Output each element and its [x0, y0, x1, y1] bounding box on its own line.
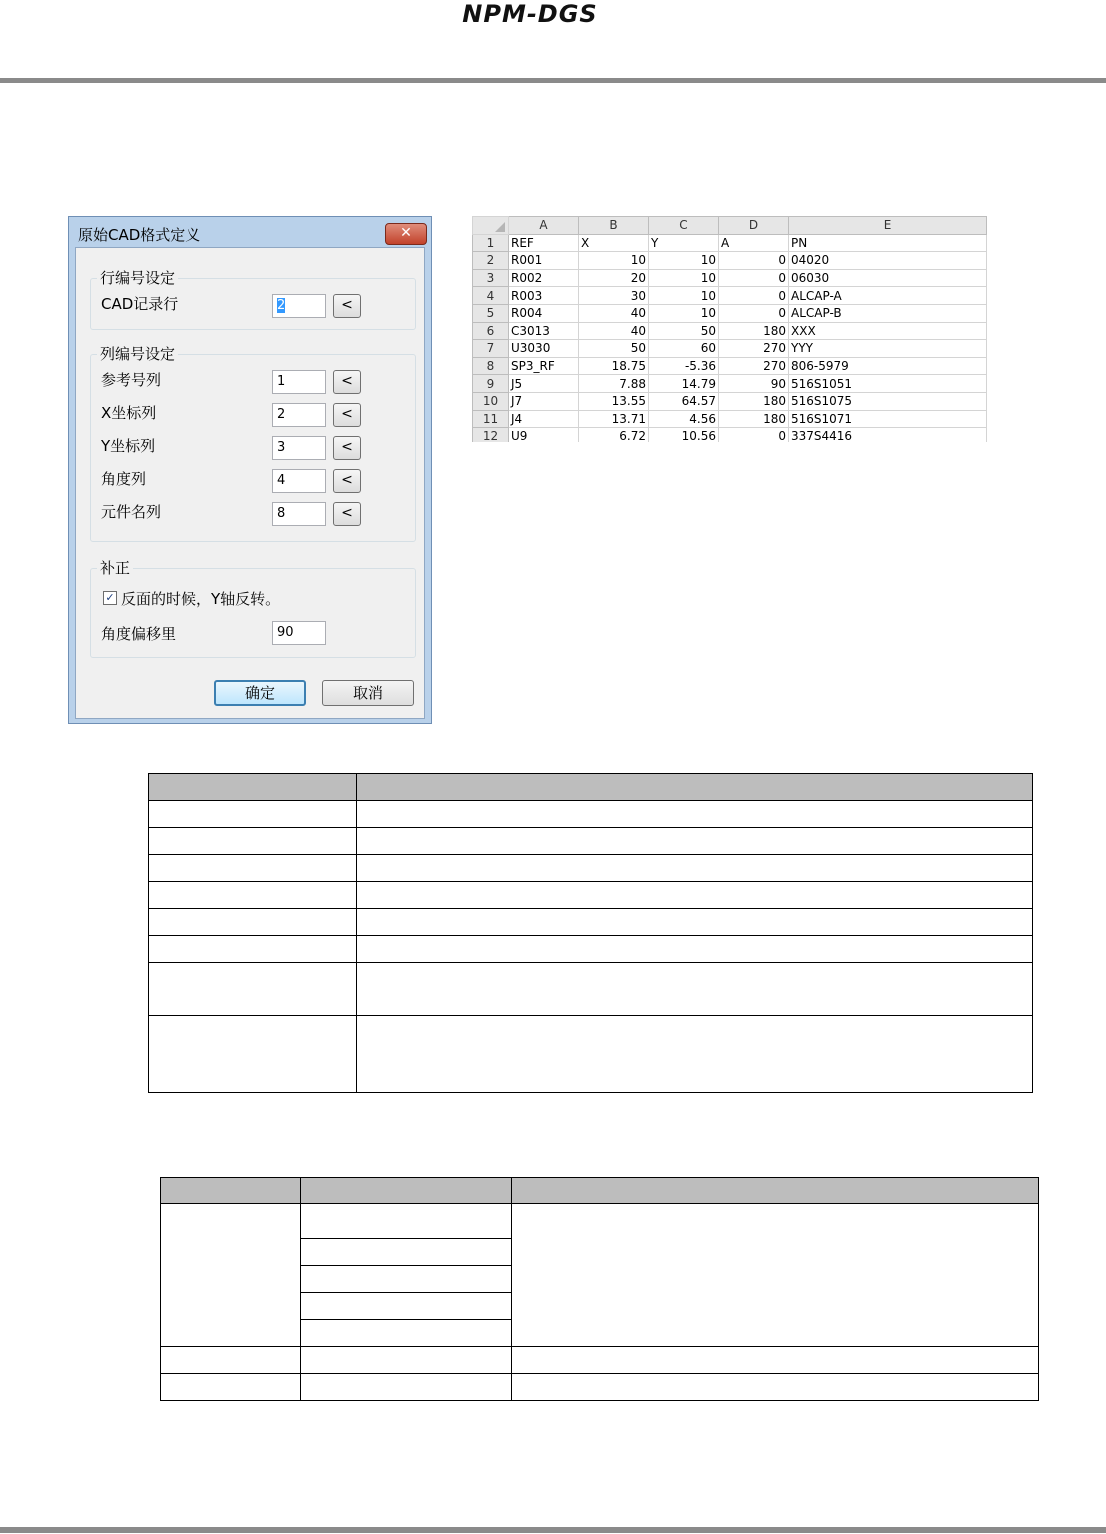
- spreadsheet-cell[interactable]: 270: [719, 357, 789, 375]
- row-header[interactable]: 8: [473, 357, 509, 375]
- spreadsheet-cell[interactable]: 18.75: [579, 357, 649, 375]
- spreadsheet-cell[interactable]: 6.72: [579, 428, 649, 442]
- spreadsheet-cell[interactable]: U9: [509, 428, 579, 442]
- spreadsheet-cell[interactable]: 0: [719, 304, 789, 322]
- spreadsheet-row: [473, 392, 987, 410]
- dialog-title: 原始CAD格式定义: [78, 226, 201, 244]
- row-header[interactable]: 7: [473, 340, 509, 358]
- spreadsheet-cell[interactable]: 13.55: [579, 392, 649, 410]
- table-row: [161, 1204, 1039, 1239]
- spreadsheet-cell[interactable]: 0: [719, 428, 789, 442]
- spreadsheet-row: [473, 375, 987, 393]
- angle-column-input[interactable]: 4: [272, 469, 326, 493]
- row-header[interactable]: 3: [473, 269, 509, 287]
- spreadsheet-row: [473, 252, 987, 270]
- spreadsheet-cell[interactable]: 04020: [789, 252, 987, 270]
- spreadsheet: [472, 216, 988, 442]
- part-name-column-input[interactable]: 8: [272, 502, 326, 526]
- spreadsheet-cell[interactable]: 10: [649, 304, 719, 322]
- table-row: [161, 1347, 1039, 1374]
- spreadsheet-cell[interactable]: J5: [509, 375, 579, 393]
- spreadsheet-cell[interactable]: 516S1051: [789, 375, 987, 393]
- part-name-column-pick-button[interactable]: <: [333, 502, 361, 526]
- row-header[interactable]: 10: [473, 392, 509, 410]
- table-header-row: [149, 774, 1033, 801]
- spreadsheet-cell[interactable]: 50: [579, 340, 649, 358]
- parameter-description-table: [148, 773, 1033, 1093]
- spreadsheet-cell[interactable]: Y: [649, 234, 719, 252]
- x-column-pick-button[interactable]: <: [333, 403, 361, 427]
- select-all-corner[interactable]: [473, 217, 509, 235]
- flip-y-checkbox-label: 反面的时候，Y轴反转。: [121, 590, 281, 608]
- spreadsheet-cell[interactable]: 13.71: [579, 410, 649, 428]
- header-rule: [0, 78, 1106, 83]
- footer-rule: [0, 1527, 1106, 1533]
- spreadsheet-cell[interactable]: 14.79: [649, 375, 719, 393]
- correction-description-table: [160, 1177, 1039, 1401]
- spreadsheet-cell[interactable]: 0: [719, 252, 789, 270]
- spreadsheet-cell[interactable]: YYY: [789, 340, 987, 358]
- spreadsheet-row: [473, 234, 987, 252]
- spreadsheet-cell[interactable]: 180: [719, 410, 789, 428]
- spreadsheet-row: [473, 410, 987, 428]
- spreadsheet-cell[interactable]: 4.56: [649, 410, 719, 428]
- table-row: [149, 882, 1033, 909]
- spreadsheet-cell[interactable]: 50: [649, 322, 719, 340]
- spreadsheet-cell[interactable]: A: [719, 234, 789, 252]
- spreadsheet-row: [473, 304, 987, 322]
- column-header-c[interactable]: C: [649, 217, 719, 235]
- row-number-group: [90, 269, 416, 330]
- spreadsheet-cell[interactable]: REF: [509, 234, 579, 252]
- y-column-input[interactable]: 3: [272, 436, 326, 460]
- x-column-input[interactable]: 2: [272, 403, 326, 427]
- spreadsheet-cell[interactable]: 10: [649, 252, 719, 270]
- spreadsheet-cell[interactable]: 40: [579, 304, 649, 322]
- spreadsheet-cell[interactable]: U3030: [509, 340, 579, 358]
- table-row: [149, 963, 1033, 1016]
- spreadsheet-cell[interactable]: 40: [579, 322, 649, 340]
- spreadsheet-cell[interactable]: -5.36: [649, 357, 719, 375]
- ref-column-input[interactable]: 1: [272, 370, 326, 394]
- y-column-pick-button[interactable]: <: [333, 436, 361, 460]
- column-group-title: 列编号设定: [97, 343, 178, 364]
- table-row: [149, 1016, 1033, 1093]
- spreadsheet-row: [473, 287, 987, 305]
- spreadsheet-row: [473, 340, 987, 358]
- angle-column-label: 角度列: [101, 470, 147, 488]
- spreadsheet-cell[interactable]: 516S1075: [789, 392, 987, 410]
- spreadsheet-cell[interactable]: XXX: [789, 322, 987, 340]
- spreadsheet-cell[interactable]: 30: [579, 287, 649, 305]
- x-column-label: X坐标列: [101, 404, 157, 422]
- row-header[interactable]: 5: [473, 304, 509, 322]
- column-header-a[interactable]: A: [509, 217, 579, 235]
- correction-group: [90, 559, 416, 658]
- table-row: [149, 828, 1033, 855]
- spreadsheet-cell[interactable]: PN: [789, 234, 987, 252]
- table-row: [149, 855, 1033, 882]
- table-row: [149, 936, 1033, 963]
- spreadsheet-cell[interactable]: 337S4416: [789, 428, 987, 442]
- ok-button[interactable]: 确定: [214, 680, 306, 706]
- row-header[interactable]: 6: [473, 322, 509, 340]
- spreadsheet-cell[interactable]: 20: [579, 269, 649, 287]
- part-name-column-label: 元件名列: [101, 503, 162, 521]
- spreadsheet-cell[interactable]: 06030: [789, 269, 987, 287]
- column-header-b[interactable]: B: [579, 217, 649, 235]
- row-header[interactable]: 1: [473, 234, 509, 252]
- y-column-label: Y坐标列: [101, 437, 156, 455]
- ref-column-label: 参考号列: [101, 371, 162, 389]
- spreadsheet-cell[interactable]: 90: [719, 375, 789, 393]
- spreadsheet-cell[interactable]: R003: [509, 287, 579, 305]
- table-row: [149, 801, 1033, 828]
- spreadsheet-row: [473, 357, 987, 375]
- cad-row-pick-button[interactable]: <: [333, 294, 361, 318]
- spreadsheet-cell[interactable]: ALCAP-B: [789, 304, 987, 322]
- spreadsheet-cell[interactable]: 10: [649, 269, 719, 287]
- row-group-title: 行编号设定: [97, 267, 178, 288]
- angle-offset-label: 角度偏移里: [101, 625, 177, 643]
- spreadsheet-cell[interactable]: SP3_RF: [509, 357, 579, 375]
- spreadsheet-row: [473, 322, 987, 340]
- cad-format-dialog: [68, 216, 432, 724]
- dialog-titlebar: [69, 217, 431, 247]
- spreadsheet-cell[interactable]: ALCAP-A: [789, 287, 987, 305]
- spreadsheet-cell[interactable]: 0: [719, 269, 789, 287]
- spreadsheet-cell[interactable]: X: [579, 234, 649, 252]
- table-row: [149, 909, 1033, 936]
- row-header[interactable]: 4: [473, 287, 509, 305]
- spreadsheet-cell[interactable]: 270: [719, 340, 789, 358]
- correction-group-title: 补正: [97, 557, 133, 578]
- close-icon[interactable]: ✕: [385, 223, 427, 245]
- row-header[interactable]: 11: [473, 410, 509, 428]
- spreadsheet-cell[interactable]: 806-5979: [789, 357, 987, 375]
- flip-y-checkbox[interactable]: ✓: [103, 591, 117, 605]
- row-header[interactable]: 2: [473, 252, 509, 270]
- spreadsheet-cell[interactable]: R004: [509, 304, 579, 322]
- column-header-e[interactable]: E: [789, 217, 987, 235]
- cad-row-input[interactable]: 2: [272, 294, 326, 318]
- spreadsheet-cell[interactable]: C3013: [509, 322, 579, 340]
- cancel-button[interactable]: 取消: [322, 680, 414, 706]
- spreadsheet-cell[interactable]: 60: [649, 340, 719, 358]
- spreadsheet-cell[interactable]: 0: [719, 287, 789, 305]
- row-header[interactable]: 9: [473, 375, 509, 393]
- spreadsheet-cell[interactable]: 180: [719, 322, 789, 340]
- page-header-title: NPM-DGS: [462, 0, 598, 28]
- spreadsheet-cell[interactable]: 64.57: [649, 392, 719, 410]
- row-header[interactable]: 12: [473, 428, 509, 442]
- column-number-group: [90, 345, 416, 542]
- column-header-d[interactable]: D: [719, 217, 789, 235]
- spreadsheet-cell[interactable]: 7.88: [579, 375, 649, 393]
- spreadsheet-cell[interactable]: R002: [509, 269, 579, 287]
- spreadsheet-cell[interactable]: 10.56: [649, 428, 719, 442]
- spreadsheet-cell[interactable]: 10: [649, 287, 719, 305]
- table-header-row: [161, 1178, 1039, 1204]
- spreadsheet-row: [473, 428, 987, 442]
- spreadsheet-cell[interactable]: 10: [579, 252, 649, 270]
- spreadsheet-cell[interactable]: J4: [509, 410, 579, 428]
- dialog-body: [75, 247, 425, 719]
- ref-column-pick-button[interactable]: <: [333, 370, 361, 394]
- spreadsheet-cell[interactable]: R001: [509, 252, 579, 270]
- angle-offset-input[interactable]: 90: [272, 621, 326, 645]
- cad-row-label: CAD记录行: [101, 295, 179, 313]
- angle-column-pick-button[interactable]: <: [333, 469, 361, 493]
- spreadsheet-cell[interactable]: 180: [719, 392, 789, 410]
- spreadsheet-row: [473, 269, 987, 287]
- spreadsheet-cell[interactable]: J7: [509, 392, 579, 410]
- table-row: [161, 1374, 1039, 1401]
- spreadsheet-cell[interactable]: 516S1071: [789, 410, 987, 428]
